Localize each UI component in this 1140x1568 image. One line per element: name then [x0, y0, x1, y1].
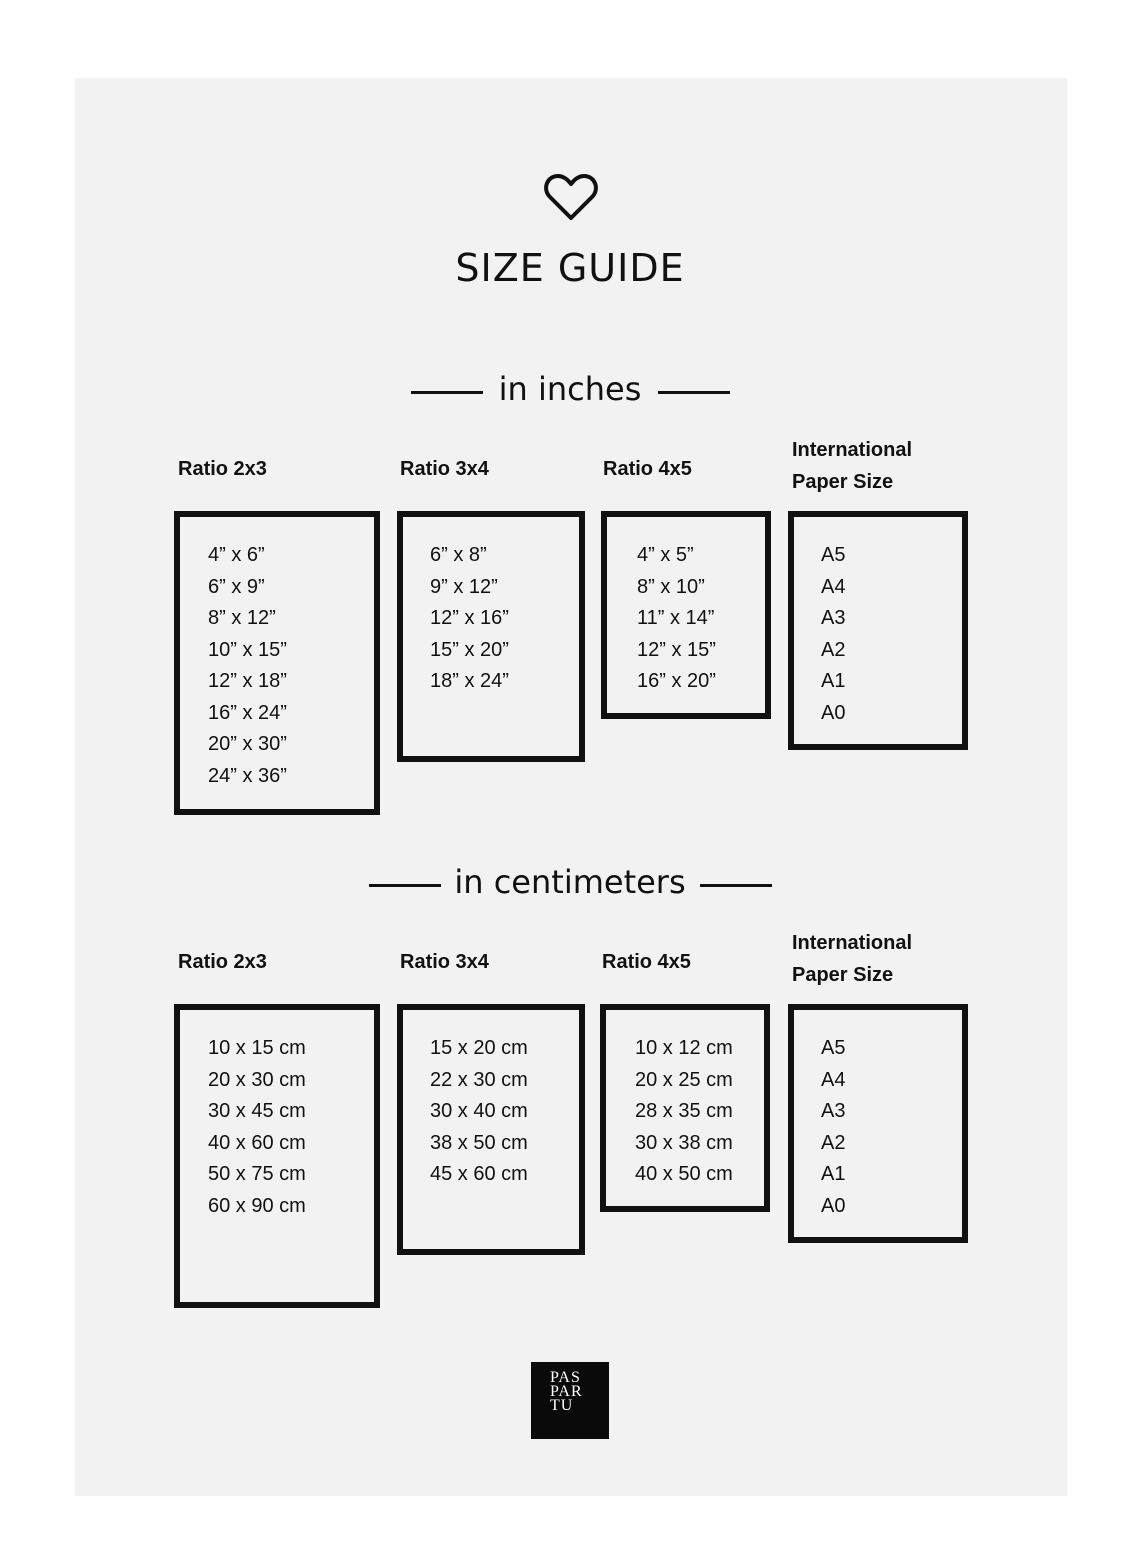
size-frame-paper	[788, 1004, 968, 1243]
size-item: 6” x 8”	[430, 544, 487, 566]
size-item: A0	[821, 701, 846, 724]
heart-icon	[544, 172, 598, 222]
size-item: 9” x 12”	[430, 575, 498, 598]
column-label: Ratio 2x3	[178, 458, 267, 480]
size-item: 6” x 9”	[208, 575, 265, 598]
size-frame-ratio-3x4	[397, 1004, 585, 1255]
column-label: Ratio 2x3	[178, 951, 267, 973]
size-list	[208, 540, 287, 792]
heading-rule-right	[658, 391, 730, 394]
column-label-line: International	[792, 439, 913, 461]
logo-line: PAR	[550, 1383, 583, 1400]
size-item: A3	[821, 607, 846, 629]
column-label-international	[792, 434, 912, 498]
size-item: 45 x 60 cm	[430, 1163, 528, 1185]
size-item: 20 x 30 cm	[208, 1068, 306, 1091]
size-item: 50 x 75 cm	[208, 1163, 306, 1185]
size-item: 30 x 38 cm	[635, 1131, 733, 1154]
size-item: 8” x 10”	[637, 575, 705, 598]
column-label: Ratio 4x5	[602, 951, 691, 973]
size-frame-ratio-2x3	[174, 511, 380, 815]
size-item: A4	[821, 1068, 846, 1091]
logo-line: TU	[550, 1397, 574, 1414]
size-item: 12” x 15”	[637, 638, 716, 661]
section-heading-centimeters: in centimeters	[454, 863, 686, 901]
logo-line: PAS	[550, 1369, 581, 1386]
size-list	[637, 540, 716, 698]
size-item: 4” x 5”	[637, 544, 694, 566]
size-list	[635, 1033, 733, 1191]
size-item: A1	[821, 670, 846, 692]
size-item: 60 x 90 cm	[208, 1194, 306, 1217]
column-label: Ratio 4x5	[603, 458, 692, 480]
size-frame-ratio-2x3	[174, 1004, 380, 1308]
size-item: 30 x 40 cm	[430, 1100, 528, 1122]
size-item: 16” x 24”	[208, 701, 287, 724]
size-item: A4	[821, 575, 846, 598]
size-item: 40 x 60 cm	[208, 1131, 306, 1154]
size-item: A2	[821, 638, 846, 661]
size-item: 22 x 30 cm	[430, 1068, 528, 1091]
size-list	[821, 1033, 845, 1222]
size-item: 20 x 25 cm	[635, 1068, 733, 1091]
size-frame-ratio-4x5	[601, 511, 771, 719]
size-item: A0	[821, 1194, 846, 1217]
size-item: 16” x 20”	[637, 670, 716, 692]
column-label-line: Paper Size	[792, 964, 894, 986]
size-frame-ratio-4x5	[600, 1004, 770, 1212]
size-item: 15 x 20 cm	[430, 1037, 528, 1059]
size-item: 15” x 20”	[430, 638, 509, 661]
size-item: 4” x 6”	[208, 544, 265, 566]
size-item: 11” x 14”	[637, 607, 715, 629]
size-list	[208, 1033, 306, 1222]
size-item: 12” x 18”	[208, 670, 287, 692]
size-item: 38 x 50 cm	[430, 1131, 528, 1154]
column-label: Ratio 3x4	[400, 951, 489, 973]
size-item: A5	[821, 1037, 846, 1059]
size-list	[430, 1033, 528, 1191]
size-item: 12” x 16”	[430, 607, 509, 629]
size-item: 8” x 12”	[208, 607, 276, 629]
size-item: 28 x 35 cm	[635, 1100, 733, 1122]
size-item: A5	[821, 544, 846, 566]
size-list	[430, 540, 509, 698]
size-item: 10 x 15 cm	[208, 1037, 306, 1059]
size-frame-paper	[788, 511, 968, 750]
heading-rule-right	[700, 884, 772, 887]
passpartu-logo	[531, 1362, 609, 1439]
size-frame-ratio-3x4	[397, 511, 585, 762]
column-label-line: International	[792, 932, 913, 954]
column-label: Ratio 3x4	[400, 458, 489, 480]
size-item: A2	[821, 1131, 846, 1154]
column-label-line: Paper Size	[792, 471, 894, 493]
size-item: 10 x 12 cm	[635, 1037, 733, 1059]
page-title: SIZE GUIDE	[455, 246, 685, 290]
size-item: 40 x 50 cm	[635, 1163, 733, 1185]
size-item: 20” x 30”	[208, 733, 287, 755]
size-item: 24” x 36”	[208, 764, 287, 787]
size-list	[821, 540, 845, 729]
size-item: 30 x 45 cm	[208, 1100, 306, 1122]
size-item: 10” x 15”	[208, 638, 287, 661]
size-item: 18” x 24”	[430, 670, 509, 692]
size-item: A1	[821, 1163, 846, 1185]
section-heading-inches: in inches	[498, 370, 642, 408]
size-item: A3	[821, 1100, 846, 1122]
column-label-international	[792, 927, 912, 991]
